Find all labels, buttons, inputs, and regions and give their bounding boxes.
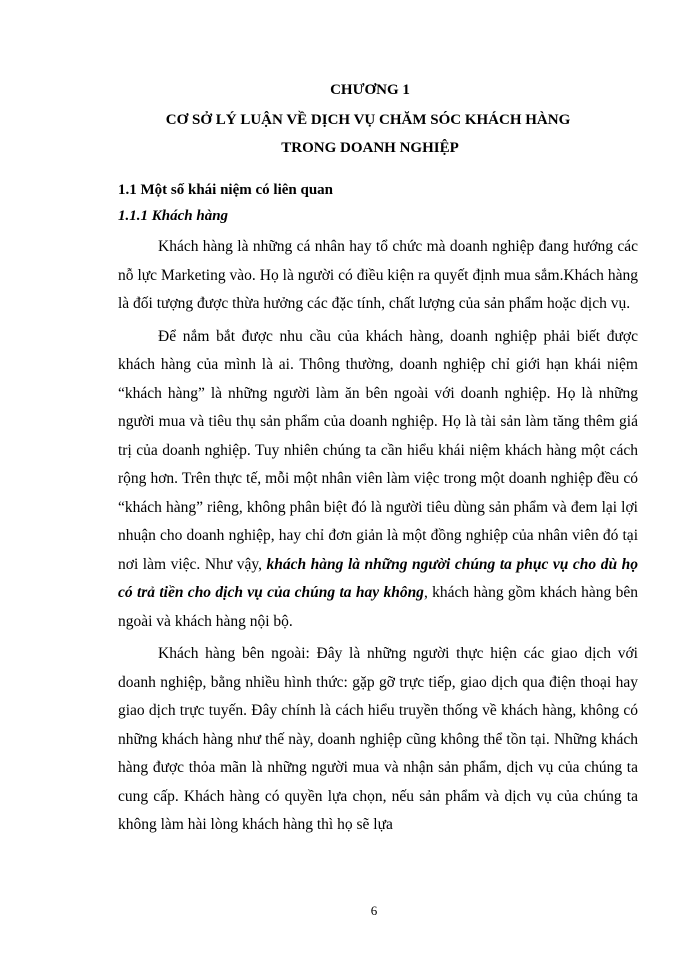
page-number: 6 bbox=[370, 903, 378, 918]
paragraph-2 bbox=[118, 323, 638, 637]
subsection-heading: 1.1.1 Khách hàng bbox=[118, 208, 229, 224]
paragraph-3: Khách hàng bên ngoài: Đây là những người thực hiện các giao dịch với doanh nghiệp, bằng nhiều hình thức: gặp gỡ trực tiếp, giao dịch qua điện thoại hay giao dịch trực tuyến. Đây chính là cách hiểu truyền thống về khách hàng, không có những khách hàng như thế này, doanh nghiệp cũng không thể tồn tại. Những khách hàng được thỏa mãn là những người mua và nhận sản phẩm, dịch vụ của chúng ta cung cấp. Khách hàng có quyền lựa chọn, nếu sản phẩm và dịch vụ của chúng ta không làm hài lòng khách hàng thì họ sẽ lựa bbox=[118, 645, 638, 833]
chapter-title-line-2: TRONG DOANH NGHIỆP bbox=[281, 140, 459, 156]
section-heading: 1.1 Một số khái niệm có liên quan bbox=[118, 182, 334, 198]
body-text bbox=[118, 233, 638, 844]
chapter-title-line-1: CƠ SỞ LÝ LUẬN VỀ DỊCH VỤ CHĂM SÓC KHÁCH HÀNG bbox=[165, 112, 571, 128]
paragraph-2-end: , khách hàng gồm khách hàng bên ngoài và khách hàng nội bộ. bbox=[118, 584, 638, 630]
chapter-label: CHƯƠNG 1 bbox=[330, 82, 410, 98]
paragraph-1: Khách hàng là những cá nhân hay tổ chức mà doanh nghiệp đang hướng các nỗ lực Marketing vào. Họ là người có điều kiện ra quyết định mua sắm.Khách hàng là đối tượng được thừa hưởng các đặc tính, chất lượng của sản phẩm hoặc dịch vụ. bbox=[118, 238, 638, 312]
paragraph-2-emphasis: khách hàng là những người chúng ta phục vụ cho dù họ có trả tiền cho dịch vụ của chúng ta hay không bbox=[118, 555, 638, 601]
paragraph-2-start: Để nắm bắt được nhu cầu của khách hàng, doanh nghiệp phải biết được khách hàng của mình là ai. Thông thường, doanh nghiệp chỉ giới hạn khái niệm “khách hàng” là những người làm ăn bên ngoài với doanh nghiệp. Họ là những người mua và tiêu thụ sản phẩm của doanh nghiệp. Họ là tài sản làm tăng thêm giá trị của doanh nghiệp. Tuy nhiên chúng ta cần hiểu khái niệm khách hàng một cách rộng hơn. Trên thực tế, mỗi một nhân viên làm việc trong một doanh nghiệp đều có “khách hàng” riêng, không phân biệt đó là người tiêu dùng sản phẩm và đem lại lợi nhuận cho doanh nghiệp, hay chỉ đơn giản là một đồng nghiệp của nhân viên đó tại nơi làm việc. Như vậy, bbox=[118, 327, 638, 573]
